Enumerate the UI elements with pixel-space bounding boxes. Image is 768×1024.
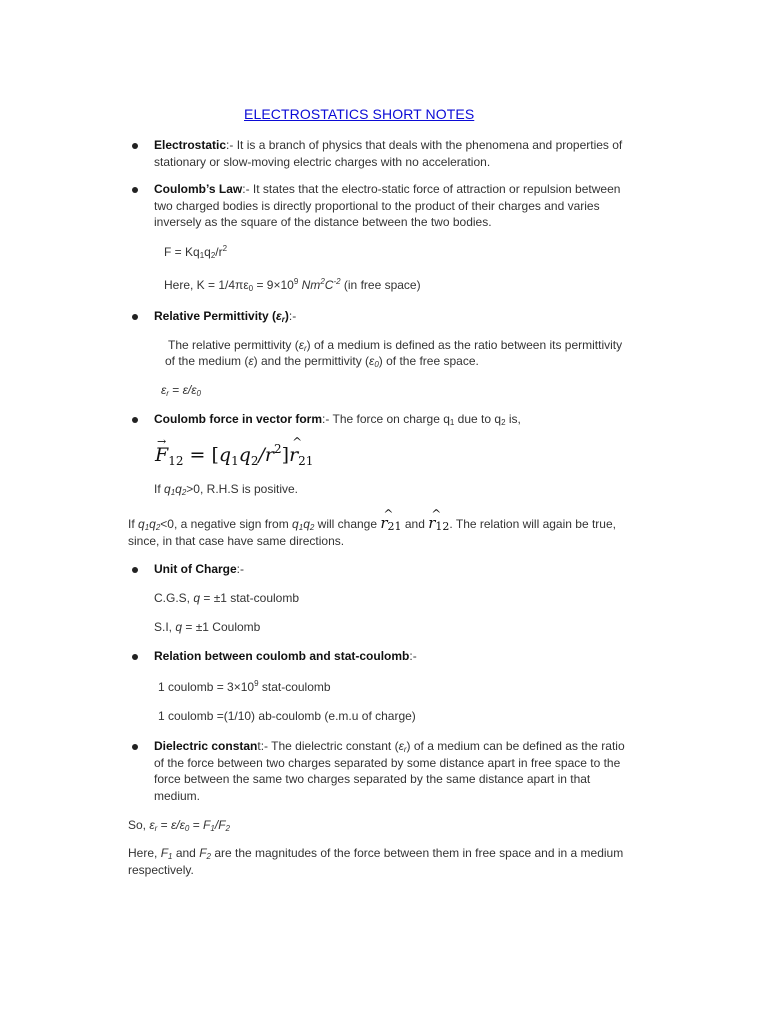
bullet-icon — [132, 567, 138, 573]
relation-line-2: 1 coulomb =(1/10) ab-coulomb (e.m.u of charge) — [158, 709, 416, 723]
electrostatic-definition: Electrostatic:- It is a branch of physics that deals with the phenomena and properties of stationary or slow-moving electric charges with no acceleration. — [154, 138, 623, 169]
vector-form-paragraph: If $q_1q_2<0$, a negative sign from $q_1q_2$ will change ^ $r_{21}$ and ^ $r_{12}$. The relation will again be true, since, in that case have same directions. — [128, 515, 616, 549]
bullet-icon — [132, 314, 138, 320]
dielectric-explanation: Here, $F_1$ and $F_2$ are the magnitudes of the force between them in free space and in a medium respectively. — [128, 846, 624, 877]
coulomb-formula: $F = Kq_1q_2/r^2$ — [164, 244, 228, 260]
relative-permittivity-definition-line2: of the medium (ε) and the permittivity $(\varepsilon_0)$ of the free space. — [165, 354, 479, 369]
unit-cgs: C.G.S, q = ±1 stat-coulomb — [154, 591, 299, 605]
bullet-icon — [132, 187, 138, 193]
page-title: ELECTROSTATICS SHORT NOTES — [244, 106, 475, 122]
relation-line-1: 1 coulomb = $3\times 10^9$ stat-coulomb — [158, 679, 331, 694]
relative-permittivity-formula: $\varepsilon_r = \varepsilon/\varepsilon_0$ — [161, 383, 201, 398]
dielectric-definition: Dielectric constant:- The dielectric constant $(\varepsilon_r)$ of a medium can be defined as the ratio of the force between two charges separated by some distance apart in free space to the force between the same two charges separated by the same distance apart in that medium. — [154, 739, 625, 803]
dielectric-formula: So, $\varepsilon_r = \varepsilon/\varepsilon_0 = F_1/F_2$ — [128, 818, 230, 833]
bullet-icon — [132, 654, 138, 660]
bullet-icon — [132, 744, 138, 750]
term-electrostatic: Electrostatic — [154, 138, 227, 152]
vector-form-heading: Coulomb force in vector form:- The force on charge $q_1$ due to $q_2$ is, — [154, 412, 521, 427]
bullet-icon — [132, 417, 138, 423]
relative-permittivity-heading: Relative Permittivity $(\varepsilon_r):-$ — [154, 309, 297, 324]
bullet-icon — [132, 143, 138, 149]
coulomb-constant: Here, $K = 1/4\pi\varepsilon_0 = 9\times 10^9$ $Nm^2C^{-2}$ (in free space) — [164, 277, 421, 293]
coulombs-law-definition: Coulomb’s Law:- It states that the electro-static force of attraction or repulsion between two charged bodies is directly proportional to the product of their charges and varies inversely as the square of the distance between the two bodies. — [154, 182, 621, 230]
relation-heading: Relation between coulomb and stat-coulomb:- — [154, 649, 417, 663]
vector-form-equation: → $F_{12}$ = $[q_1q_2/r^2]\^{}$ $r_{21}$ — [155, 444, 313, 466]
term-coulombs-law: Coulomb’s Law — [154, 182, 243, 196]
relative-permittivity-definition: The relative permittivity $(\varepsilon_r)$ of a medium is defined as the ratio between its permittivity — [168, 338, 623, 353]
unit-of-charge-heading: Unit of Charge:- — [154, 562, 245, 576]
unit-si: S.I, q = ±1 Coulomb — [154, 620, 261, 634]
vector-form-note: If $q_1q_2>0$, R.H.S is positive. — [154, 482, 299, 497]
